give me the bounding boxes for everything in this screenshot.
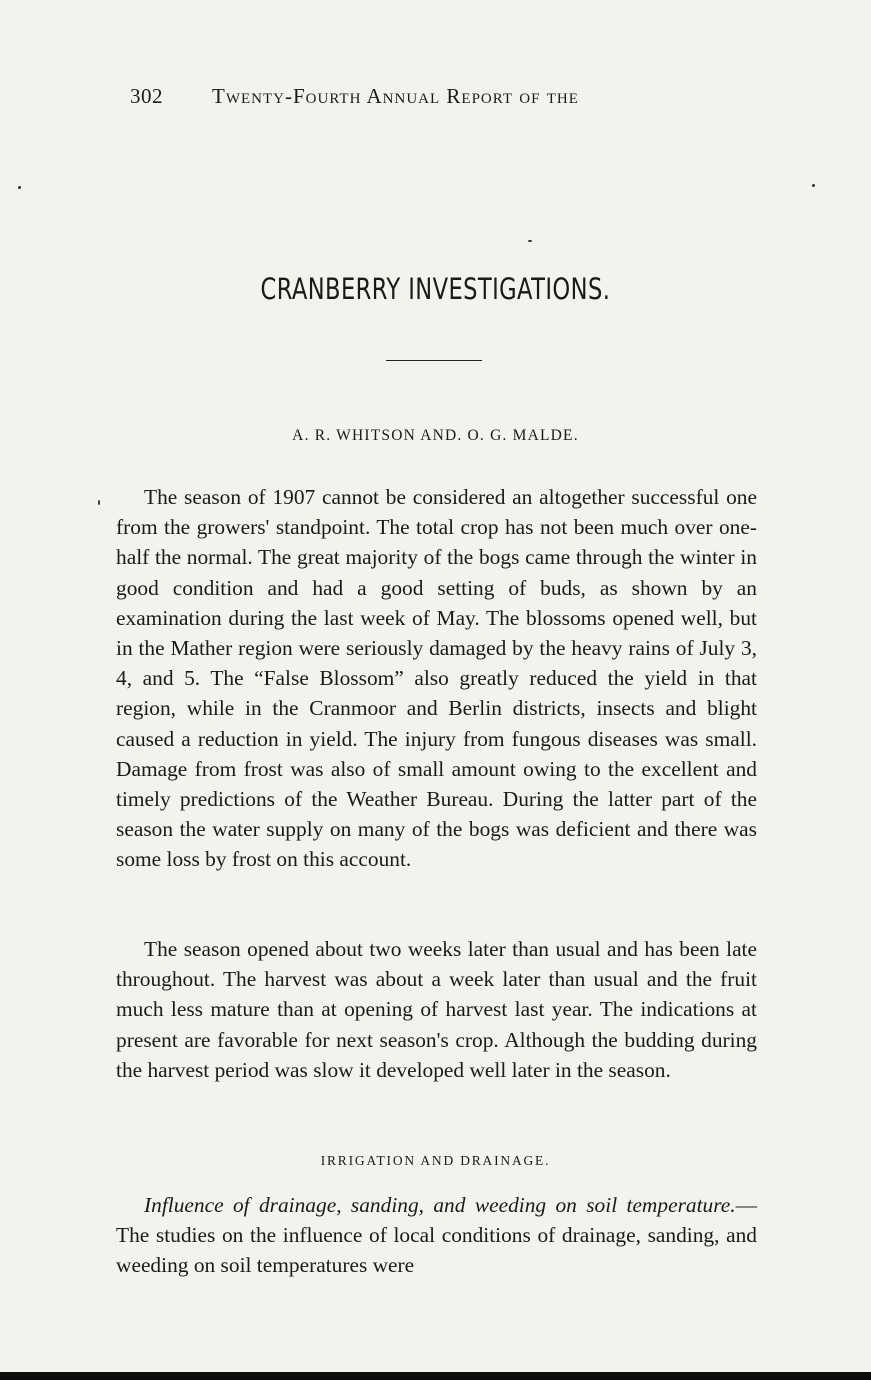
title-divider bbox=[386, 360, 482, 361]
section-text: —The studies on the influence of local conditions of drainage, sanding, and weeding on soil temperatures were bbox=[116, 1193, 757, 1278]
scan-edge-bar bbox=[0, 1372, 871, 1380]
article-authors: A. R. WHITSON AND. O. G. MALDE. bbox=[292, 427, 579, 444]
scan-speck bbox=[98, 500, 100, 505]
scan-speck bbox=[528, 240, 532, 242]
paragraph-3 bbox=[116, 1190, 757, 1281]
section-lead: Influence of drainage, sanding, and weeding on soil temperature. bbox=[144, 1193, 736, 1217]
section-heading: IRRIGATION AND DRAINAGE. bbox=[320, 1153, 551, 1168]
paragraph-1: The season of 1907 cannot be considered an altogether successful one from the growers' standpoint. The total crop has not been much over one-half the normal. The great majority of the bogs came through the winter in good condition and had a good setting of buds, as shown by an examination during the last week of May. The blossoms opened well, but in the Mather region were seriously damaged by the heavy rains of July 3, 4, and 5. The “False Blossom” also greatly reduced the yield in that region, while in the Cranmoor and Berlin districts, insects and blight caused a reduction in yield. The injury from fungous diseases was small. Damage from frost was also of small amount owing to the excellent and timely predictions of the Weather Bureau. During the latter part of the season the water supply on many of the bogs was deficient and there was some loss by frost on this account. bbox=[116, 485, 757, 872]
scan-speck bbox=[18, 186, 21, 189]
running-head bbox=[130, 84, 770, 109]
running-head-title: Twenty-Fourth Annual Report of the bbox=[212, 84, 579, 108]
page-number: 302 bbox=[130, 84, 163, 108]
article-title: CRANBERRY INVESTIGATIONS. bbox=[260, 272, 611, 306]
paragraph-2: The season opened about two weeks later than usual and has been late throughout. The harvest was about a week later than usual and the fruit much less mature than at opening of harvest last year. The indications at present are favorable for next season's crop. Although the budding during the harvest period was slow it developed well later in the season. bbox=[116, 937, 757, 1082]
scan-speck bbox=[812, 184, 815, 187]
